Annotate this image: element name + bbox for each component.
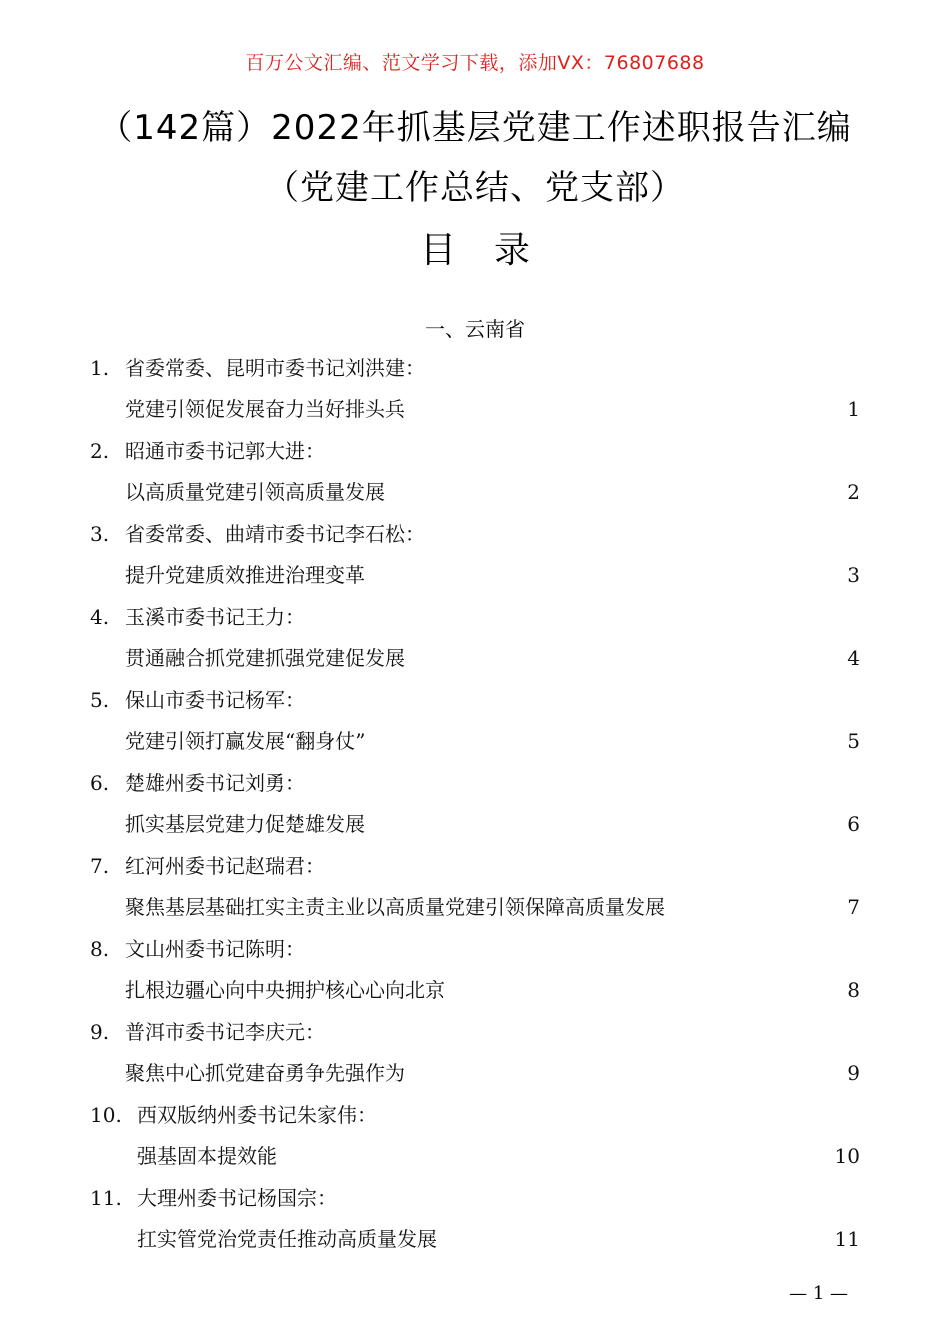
toc-heading-char-1: 目 [419, 230, 456, 271]
toc-entry-title-row[interactable] [0, 892, 950, 922]
toc-entry-page-number: 3 [847, 563, 860, 587]
toc-entry-author: 省委常委、曲靖市委书记李石松： [125, 522, 425, 546]
toc-entry-author-row [0, 1100, 950, 1130]
toc-entry-title-row[interactable] [0, 1141, 950, 1171]
toc-entry-author: 普洱市委书记李庆元： [125, 1020, 325, 1044]
toc-entry-page-number: 8 [847, 978, 860, 1002]
toc-entry-title-row[interactable] [0, 394, 950, 424]
toc-entry-number: 5. [90, 688, 110, 712]
document-title-line-1: （142篇）2022年抓基层党建工作述职报告汇编 [98, 108, 852, 148]
toc-heading [0, 222, 950, 273]
toc-entry-title[interactable]: 贯通融合抓党建抓强党建促发展 [125, 646, 405, 670]
toc-entry-author-row [0, 602, 950, 632]
toc-entry-author: 红河州委书记赵瑞君： [125, 854, 325, 878]
toc-entry-title-row[interactable] [0, 477, 950, 507]
toc-entry-author-row [0, 1183, 950, 1213]
toc-entry-title-row[interactable] [0, 975, 950, 1005]
toc-entry-number: 9. [90, 1020, 110, 1044]
toc-entry-author: 玉溪市委书记王力： [125, 605, 305, 629]
page-footer: — 1 — [789, 1283, 848, 1304]
toc-entry-author: 文山州委书记陈明： [125, 937, 305, 961]
toc-entry-page-number: 6 [847, 812, 860, 836]
toc-entry-title-row[interactable] [0, 643, 950, 673]
toc-entry-author-row [0, 353, 950, 383]
toc-entry-page-number: 2 [847, 480, 860, 504]
toc-entry-number: 2. [90, 439, 110, 463]
toc-entry-page-number: 9 [847, 1061, 860, 1085]
toc-entry-author-row [0, 685, 950, 715]
toc-entry-author-row [0, 934, 950, 964]
toc-entry-title[interactable]: 聚焦中心抓党建奋勇争先强作为 [125, 1061, 405, 1085]
toc-entry-title-row[interactable] [0, 809, 950, 839]
toc-entry-title[interactable]: 扎根边疆心向中央拥护核心心向北京 [125, 978, 445, 1002]
toc-entry-number: 8. [90, 937, 110, 961]
toc-entry-number: 3. [90, 522, 110, 546]
toc-entry-page-number: 11 [834, 1227, 860, 1251]
toc-entry-author: 昭通市委书记郭大进： [125, 439, 325, 463]
toc-entry-page-number: 1 [847, 397, 860, 421]
document-title-line-2: （党建工作总结、党支部） [265, 168, 685, 208]
section-title: 一、云南省 [425, 317, 525, 341]
toc-entry-author: 西双版纳州委书记朱家伟： [137, 1103, 377, 1127]
toc-heading-char-2: 录 [494, 230, 531, 271]
promo-banner: 百万公文汇编、范文学习下载，添加VX：76807688 [245, 52, 705, 74]
toc-entry-title[interactable]: 党建引领促发展奋力当好排头兵 [125, 397, 405, 421]
toc-entry-title[interactable]: 抓实基层党建力促楚雄发展 [125, 812, 365, 836]
toc-entry-title-row[interactable] [0, 560, 950, 590]
toc-entry-number: 11. [90, 1186, 122, 1210]
toc-entry-number: 7. [90, 854, 110, 878]
toc-entry-page-number: 5 [847, 729, 860, 753]
toc-entry-title-row[interactable] [0, 1058, 950, 1088]
toc-entry-author: 大理州委书记杨国宗： [137, 1186, 337, 1210]
toc-entry-author-row [0, 1017, 950, 1047]
toc-entry-title-row[interactable] [0, 1224, 950, 1254]
toc-entry-page-number: 7 [847, 895, 860, 919]
toc-entry-author: 楚雄州委书记刘勇： [125, 771, 305, 795]
toc-entry-number: 10. [90, 1103, 122, 1127]
toc-entry-title[interactable]: 扛实管党治党责任推动高质量发展 [137, 1227, 437, 1251]
toc-entry-title[interactable]: 提升党建质效推进治理变革 [125, 563, 365, 587]
toc-entry-title-row[interactable] [0, 726, 950, 756]
toc-entry-number: 1. [90, 356, 110, 380]
toc-entry-number: 6. [90, 771, 110, 795]
toc-entry-page-number: 10 [834, 1144, 860, 1168]
toc-entry-title[interactable]: 党建引领打赢发展“翻身仗” [125, 729, 366, 753]
toc-entry-title[interactable]: 聚焦基层基础扛实主责主业以高质量党建引领保障高质量发展 [125, 895, 665, 919]
toc-entry-author: 省委常委、昆明市委书记刘洪建： [125, 356, 425, 380]
toc-entry-author-row [0, 436, 950, 466]
toc-entry-author-row [0, 519, 950, 549]
toc-entry-author: 保山市委书记杨军： [125, 688, 305, 712]
toc-entry-title[interactable]: 强基固本提效能 [137, 1144, 277, 1168]
toc-entry-author-row [0, 768, 950, 798]
toc-entry-author-row [0, 851, 950, 881]
toc-entry-number: 4. [90, 605, 110, 629]
toc-entry-page-number: 4 [847, 646, 860, 670]
toc-entry-title[interactable]: 以高质量党建引领高质量发展 [125, 480, 385, 504]
